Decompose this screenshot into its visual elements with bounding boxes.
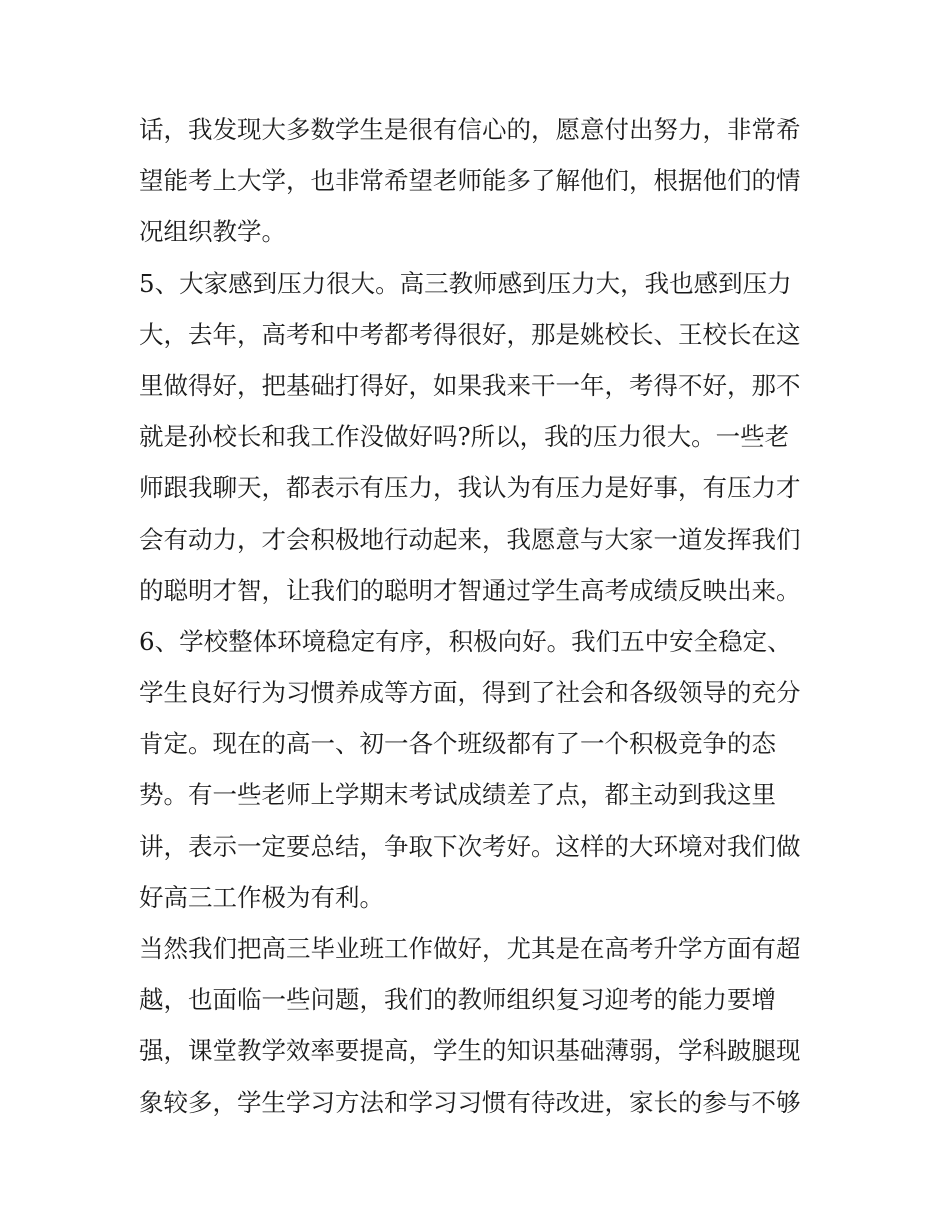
text-line: 越，也面临一些问题，我们的教师组织复习迎考的能力要增 bbox=[139, 985, 776, 1015]
text-line: 况组织教学。 bbox=[139, 217, 286, 247]
text-line: 师跟我聊天，都表示有压力，我认为有压力是好事，有压力才 bbox=[139, 473, 801, 503]
text-line: 里做得好，把基础打得好，如果我来干一年，考得不好，那不 bbox=[139, 370, 801, 400]
text-line: 强，课堂教学效率要提高，学生的知识基础薄弱，学科跛腿现 bbox=[139, 1036, 801, 1066]
text-line: 象较多，学生学习方法和学习习惯有待改进，家长的参与不够 bbox=[139, 1087, 801, 1117]
text-line: 学生良好行为习惯养成等方面，得到了社会和各级领导的充分 bbox=[139, 678, 801, 708]
text-line: 好高三工作极为有利。 bbox=[139, 882, 384, 912]
text-line: 望能考上大学，也非常希望老师能多了解他们，根据他们的情 bbox=[139, 166, 801, 196]
text-line: 大，去年，高考和中考都考得很好，那是姚校长、王校长在这 bbox=[139, 319, 801, 349]
text-line: 势。有一些老师上学期末考试成绩差了点，都主动到我这里 bbox=[139, 780, 776, 810]
text-line: 5、大家感到压力很大。高三教师感到压力大，我也感到压力 bbox=[139, 268, 792, 298]
text-line: 的聪明才智，让我们的聪明才智通过学生高考成绩反映出来。 bbox=[139, 575, 801, 605]
text-line: 肯定。现在的高一、初一各个班级都有了一个积极竞争的态 bbox=[139, 729, 776, 759]
text-line: 话，我发现大多数学生是很有信心的，愿意付出努力，非常希 bbox=[139, 115, 801, 144]
text-line: 就是孙校长和我工作没做好吗?所以，我的压力很大。一些老 bbox=[139, 422, 790, 452]
body-text bbox=[139, 104, 819, 1128]
text-line: 当然我们把高三毕业班工作做好，尤其是在高考升学方面有超 bbox=[139, 934, 801, 963]
text-line: 讲，表示一定要总结，争取下次考好。这样的大环境对我们做 bbox=[139, 831, 801, 861]
text-line: 6、学校整体环境稳定有序，积极向好。我们五中安全稳定、 bbox=[139, 626, 792, 656]
text-line: 会有动力，才会积极地行动起来，我愿意与大家一道发挥我们 bbox=[139, 524, 801, 554]
